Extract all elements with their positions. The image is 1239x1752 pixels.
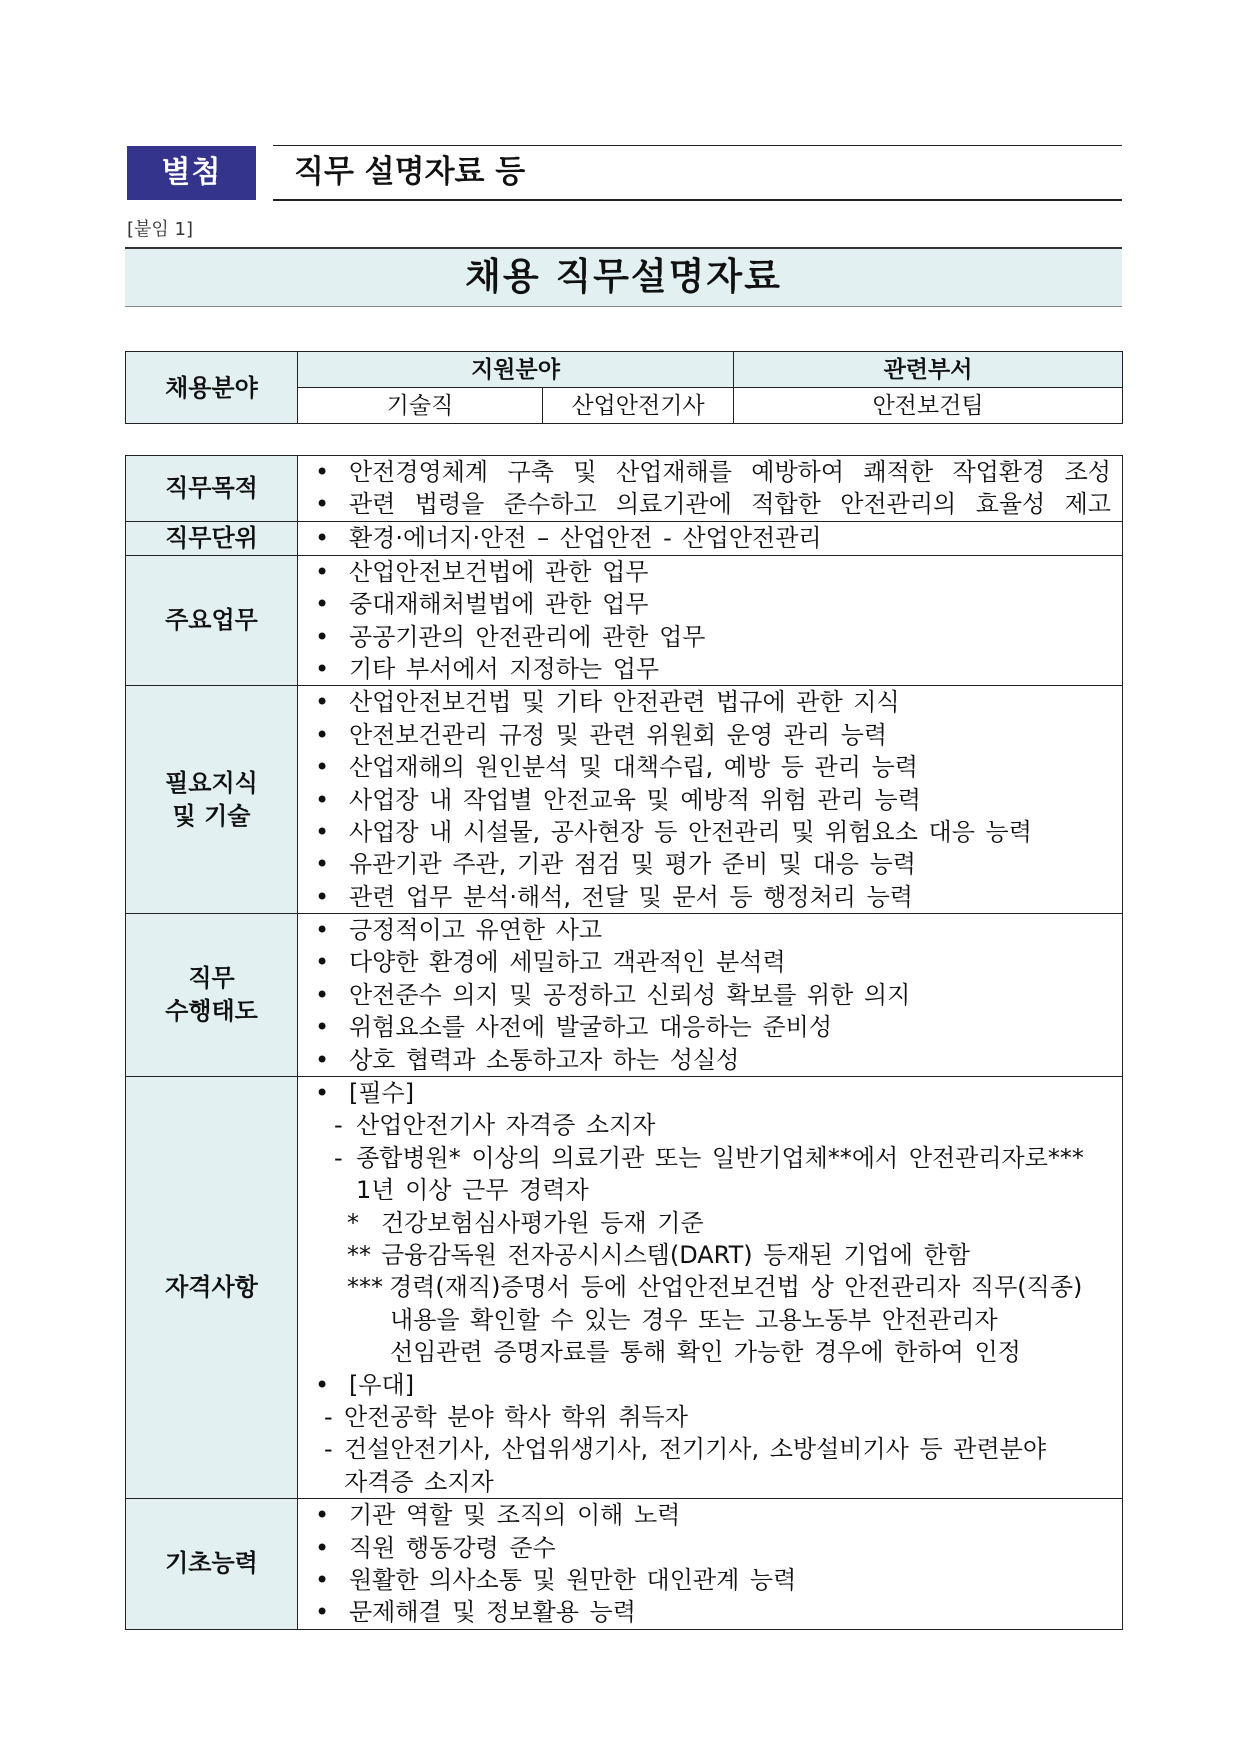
list-item-text: 경력(재직)증명서 등에 산업안전보건법 상 안전관리자 직무(직종) [389,1273,1083,1302]
list-item-text: 환경·에너지·안전 – 산업안전 - 산업안전관리 [349,523,822,552]
row-qualifications [126,1077,1123,1499]
bullet-marker: • [315,1045,330,1074]
job-description-table-body [126,456,1123,1630]
row-label-text: 필요지식 [165,768,258,797]
row-required-knowledge [126,686,1123,914]
recruitment-table [125,351,1123,424]
list-item-text: 중대재해처벌법에 관한 업무 [349,590,649,619]
list-item [298,751,1122,783]
row-label [126,914,298,1077]
row-main-duties [126,555,1123,686]
recruitment-field-label: 채용분야 [126,352,298,424]
list-item-text: [필수] [349,1079,415,1108]
list-item-text: 유관기관 주관, 기관 점검 및 평가 준비 및 대응 능력 [349,850,916,879]
list-item [298,1044,1122,1076]
list-item-text: 공공기관의 안전관리에 관한 업무 [349,622,706,651]
list-item-text: 위험요소를 사전에 발굴하고 대응하는 준비성 [349,1013,833,1042]
list-item-text: 자격증 소지자 [344,1467,494,1496]
row-content [298,1499,1123,1630]
list-item [298,1304,1122,1336]
row-content [298,456,1123,522]
list-item [298,946,1122,978]
list-item-text: 관련 업무 분석·해석, 전달 및 문서 등 행정처리 능력 [349,882,913,911]
footnote-marker: * [347,1208,359,1237]
bullet-marker: • [315,1370,330,1399]
list-item-text: 1년 이상 근무 경력자 [356,1176,589,1205]
bullet-marker: • [315,785,330,814]
job-category-cell: 기술직 [298,388,543,424]
list-item-text: 종합병원* 이상의 의료기관 또는 일반기업체**에서 안전관리자로*** [356,1143,1084,1172]
list-item-text: 문제해결 및 정보활용 능력 [349,1598,636,1627]
bullet-marker: • [315,490,330,519]
department-header: 관련부서 [734,352,1123,388]
list-item-text: 긍정적이고 유연한 사고 [349,916,603,945]
list-item [298,784,1122,816]
list-item-text: 건설안전기사, 산업위생기사, 전기기사, 소방설비기사 등 관련분야 [344,1435,1046,1464]
bullet-marker: • [315,980,330,1009]
list-item-text: 산업안전보건법 및 기타 안전관련 법규에 관한 지식 [349,688,900,717]
list-item-text: 안전공학 분야 학사 학위 취득자 [344,1402,688,1431]
list-item [298,1596,1122,1628]
list-item [298,488,1122,520]
row-label-text: 및 기술 [172,801,251,830]
bullet-marker: • [315,1013,330,1042]
list-item-text: 산업안전기사 자격증 소지자 [356,1111,656,1140]
list-item-text: 직원 행동강령 준수 [349,1533,556,1562]
row-label-text: 자격사항 [165,1273,258,1302]
list-item [298,1466,1122,1498]
list-item-text: 사업장 내 시설물, 공사현장 등 안전관리 및 위험요소 대응 능력 [349,817,1032,846]
list-item-text: 건강보험심사평가원 등재 기준 [381,1208,704,1237]
job-description-table [125,455,1123,1630]
row-label [126,555,298,686]
list-item [298,1433,1122,1465]
annex-label: [붙임 1] [127,219,193,240]
page-title: 채용 직무설명자료 [125,247,1122,307]
bullet-marker: • [315,1598,330,1627]
list-item [298,556,1122,588]
bullet-marker: • [315,1079,330,1108]
list-item [298,881,1122,913]
list-item-text: 내용을 확인할 수 있는 경우 또는 고용노동부 안전관리자 [390,1305,998,1334]
attachment-title: 직무 설명자료 등 [273,145,1122,201]
row-label-text: 수행태도 [165,997,258,1026]
bullet-marker: • [315,916,330,945]
dash-marker: - [334,1143,343,1172]
list-item [298,1564,1122,1596]
list-item [298,1142,1122,1174]
bullet-marker: • [315,720,330,749]
row-content [298,1077,1123,1499]
bullet-marker: • [315,1565,330,1594]
row-label-text: 기초능력 [165,1549,258,1578]
list-item [298,816,1122,848]
bullet-marker: • [315,688,330,717]
row-label-text: 주요업무 [165,606,258,635]
list-item [298,653,1122,685]
row-content [298,555,1123,686]
list-item-text: 기타 부서에서 지정하는 업무 [349,654,660,683]
bullet-marker: • [315,523,330,552]
bullet-marker: • [315,753,330,782]
bullet-marker: • [315,948,330,977]
row-label [126,456,298,522]
list-item-text: 선임관련 증명자료를 통해 확인 가능한 경우에 한하여 인정 [390,1338,1021,1367]
row-job-purpose [126,456,1123,522]
row-label [126,1077,298,1499]
footnote-marker: ** [347,1240,371,1269]
list-item-text: 안전경영체계 구축 및 산업재해를 예방하여 쾌적한 작업환경 조성 [349,458,1111,486]
list-item [298,1336,1122,1368]
dash-marker: - [334,1111,343,1140]
list-item [298,1271,1122,1303]
row-label [126,686,298,914]
recruitment-header-row [126,352,1123,388]
list-item-text: [우대] [349,1370,415,1399]
row-label-text: 직무 [188,964,235,993]
list-item-text: 안전준수 의지 및 공정하고 신뢰성 확보를 위한 의지 [349,980,911,1009]
row-label [126,521,298,555]
attachment-badge: 별첨 [127,146,256,200]
list-item [298,848,1122,880]
list-item [298,1239,1122,1271]
job-field-header: 지원분야 [298,352,734,388]
bullet-marker: • [315,850,330,879]
bullet-marker: • [315,882,330,911]
row-basic-competencies [126,1499,1123,1630]
list-item [298,686,1122,718]
list-item [298,1077,1122,1109]
list-item [298,456,1122,488]
bullet-marker: • [315,1533,330,1562]
dash-marker: - [324,1402,333,1431]
list-item [298,979,1122,1011]
row-label-text: 직무목적 [165,473,258,502]
dash-marker: - [324,1435,333,1464]
list-item-text: 상호 협력과 소통하고자 하는 성실성 [349,1045,740,1074]
list-item [298,1174,1122,1206]
recruitment-table-body [126,352,1123,424]
list-item-text: 사업장 내 작업별 안전교육 및 예방적 위험 관리 능력 [349,785,921,814]
bullet-marker: • [315,458,330,486]
list-item-text: 기관 역할 및 조직의 이해 노력 [349,1501,681,1530]
bullet-marker: • [315,557,330,586]
bullet-marker: • [315,622,330,651]
list-item [298,621,1122,653]
list-item-text: 산업재해의 원인분석 및 대책수립, 예방 등 관리 능력 [349,753,918,782]
list-item-text: 금융감독원 전자공시시스템(DART) 등재된 기업에 한함 [381,1240,970,1269]
list-item [298,522,1122,554]
bullet-marker: • [315,817,330,846]
list-item-text: 관련 법령을 준수하고 의료기관에 적합한 안전관리의 효율성 제고 [349,490,1111,519]
list-item [298,914,1122,946]
list-item [298,1109,1122,1141]
row-job-unit [126,521,1123,555]
row-content [298,914,1123,1077]
job-field-cell: 산업안전기사 [543,388,734,424]
bullet-marker: • [315,654,330,683]
row-label [126,1499,298,1630]
bullet-marker: • [315,1501,330,1530]
list-item [298,1401,1122,1433]
list-item-text: 산업안전보건법에 관한 업무 [349,557,649,586]
list-item [298,1207,1122,1239]
row-label-text: 직무단위 [165,523,258,552]
bullet-marker: • [315,590,330,619]
list-item [298,719,1122,751]
list-item [298,1499,1122,1531]
row-content [298,686,1123,914]
row-work-attitude [126,914,1123,1077]
department-cell: 안전보건팀 [734,388,1123,424]
row-content [298,521,1123,555]
list-item-text: 안전보건관리 규정 및 관련 위원회 운영 관리 능력 [349,720,888,749]
list-item [298,1532,1122,1564]
list-item [298,588,1122,620]
list-item [298,1369,1122,1401]
list-item-text: 원활한 의사소통 및 원만한 대인관계 능력 [349,1565,797,1594]
list-item [298,1011,1122,1043]
footnote-marker: *** [347,1273,383,1302]
list-item-text: 다양한 환경에 세밀하고 객관적인 분석력 [349,948,786,977]
